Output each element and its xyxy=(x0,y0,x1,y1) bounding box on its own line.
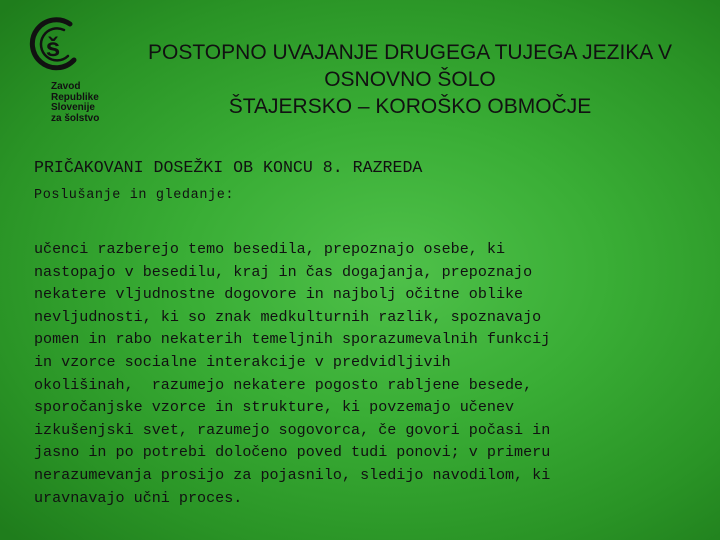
body-line: izkušenjski svet, razumejo sogovorca, če govori počasi in xyxy=(34,420,551,439)
logo-line: Zavod xyxy=(51,81,81,92)
title-line: POSTOPNO UVAJANJE DRUGEGA TUJEGA JEZIKA V xyxy=(148,41,672,64)
body-line: jasno in po potrebi določeno poved tudi ponovi; v primeru xyxy=(34,443,551,462)
section-heading: PRIČAKOVANI DOSEŽKI OB KONCU 8. RAZREDA xyxy=(34,158,423,177)
body-line: sporočanjske vzorce in strukture, ki povzemajo učenev xyxy=(34,398,515,417)
logo-text xyxy=(51,82,99,124)
svg-text:š: š xyxy=(45,32,61,62)
title-line: ŠTAJERSKO – KOROŠKO OBMOČJE xyxy=(228,95,592,118)
body-line: uravnavajo učni proces. xyxy=(34,488,243,507)
body-paragraph xyxy=(34,238,704,509)
body-line: učenci razberejo temo besedila, prepoznajo osebe, ki xyxy=(34,240,506,258)
body-line: nekatere vljudnostne dogovore in najbolj očitne oblike xyxy=(34,285,524,304)
section-subheading: Poslušanje in gledanje: xyxy=(34,188,235,203)
body-line: nastopajo v besedilu, kraj in čas dogajanja, prepoznajo xyxy=(34,262,533,281)
slide-title xyxy=(100,39,720,120)
logo-line: Slovenije xyxy=(51,102,95,113)
body-line: pomen in rabo nekaterih temeljnih sporazumevalnih funkcij xyxy=(34,330,551,349)
body-line: in vzorce socialne interakcije v predvidljivih xyxy=(34,352,451,371)
body-line: nerazumevanja prosijo za pojasnilo, sledijo navodilom, ki xyxy=(34,465,551,484)
body-line: nevljudnosti, ki so znak medkulturnih razlik, spoznavajo xyxy=(34,307,542,326)
logo-line: za šolstvo xyxy=(51,112,100,124)
logo-line: Republike xyxy=(51,91,99,103)
title-line: OSNOVNO ŠOLO xyxy=(324,68,496,91)
body-line: okolišinah, razumejo nekatere pogosto rabljene besede, xyxy=(34,375,533,394)
zavod-logo-icon xyxy=(24,16,82,78)
